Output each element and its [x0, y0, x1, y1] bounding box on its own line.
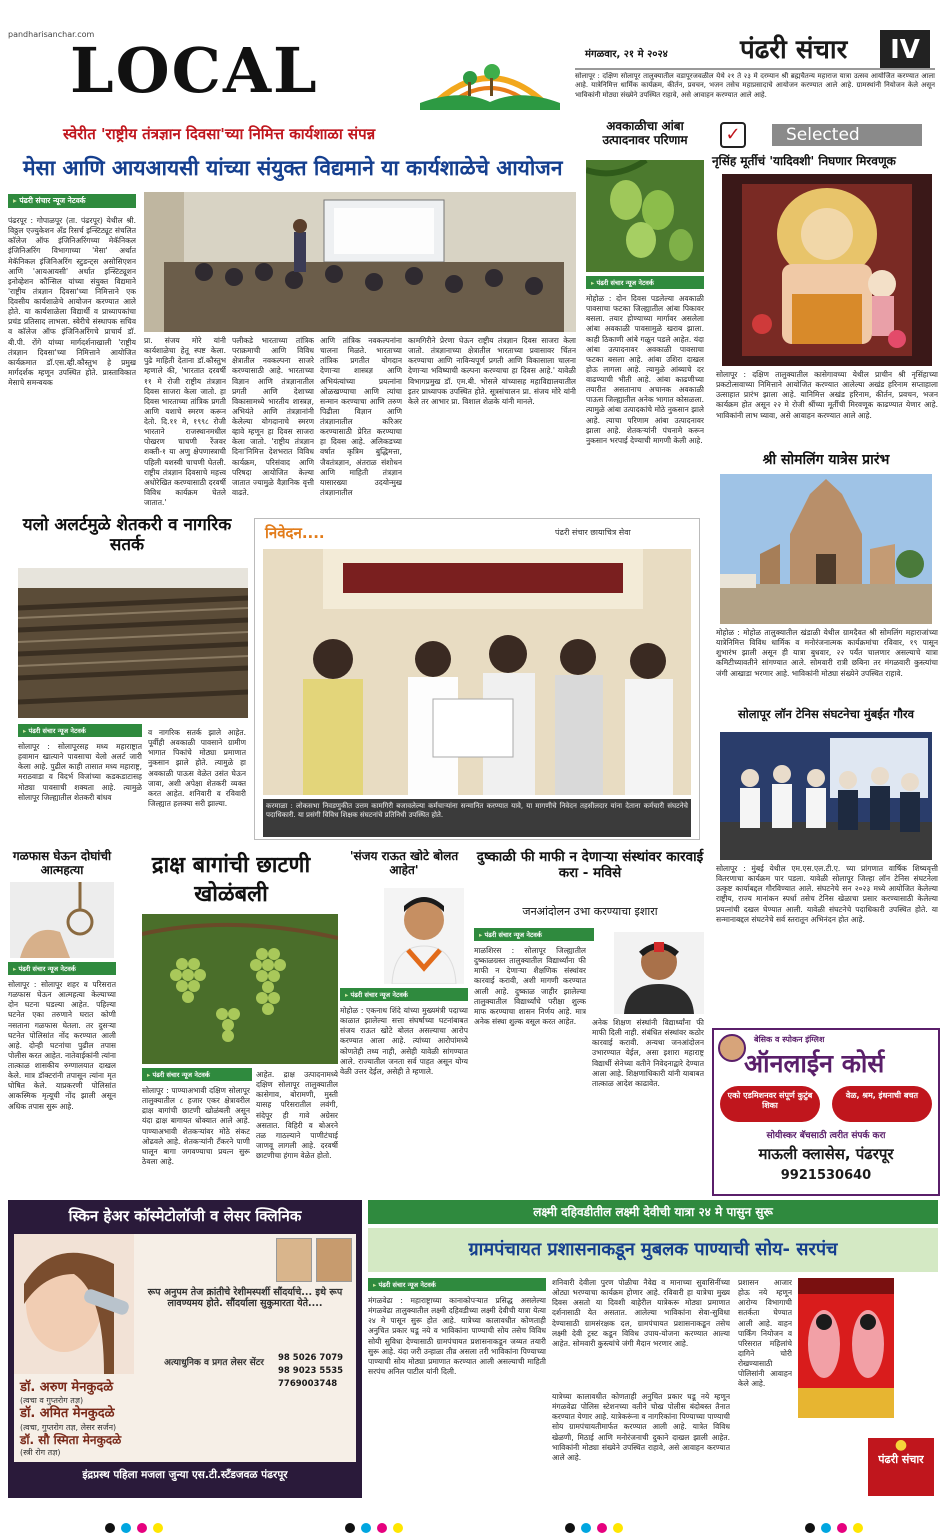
mango-photo	[586, 160, 704, 272]
fee-col-1: माळशिरस : सोलापूर जिल्ह्यातील दुष्काळग्रस्त तालुक्यातील विद्यार्थ्यांना फी माफी न देणाऱ्या शैक्षणिक संस्थांवर कारवाई करावी, अशी मागणी करण्यात आली आहे. दुष्काळ जाहीर झालेल्या तालुक्यातील विद्यार्थ्यांचे परीक्षा शुल्क माफ करण्याचा शासन निर्णय आहे. मात्र अनेक संस्था शुल्क वसूल करत आहेत.	[474, 946, 586, 1026]
small-logo-text: पंढरी संचार	[878, 1453, 924, 1467]
clinic-title: स्किन हेअर कॉस्मेटोलॉजी व लेसर क्लिनिक	[68, 1207, 302, 1225]
lead-col-5: कामगिरीने प्रेरणा घेऊन राष्ट्रीय तंत्रज्ञान दिवस साजरा केला जातो. तंत्रज्ञानाच्या क्षेत्रातील भारताच्या प्रवासावर चिंतन करण्याचा आणि नाविन्यपूर्ण प्रगती आणि विकासाला चालना देणाऱ्या भविष्याची कल्पना करण्याचा हा दिवस आहे.' यावेळी विभागप्रमुख डॉ. एम.बी. भोसले यांच्यासह महाविद्यालयातील इतर प्राध्यापक उपस्थित होते. सूत्रसंचालन प्रा. संजय मोरे यांनी केले तर आभार प्रा. विशाल शेळके यांनी मानले.	[408, 336, 576, 406]
fee-headline: दुष्काळी फी माफी न देणाऱ्या संस्थांवर कारवाई करा - मविसे	[476, 849, 704, 881]
nivedan-credit: पंढरी संचार छायाचित्र सेवा	[555, 528, 631, 537]
masthead-rule	[575, 68, 935, 70]
grapes-byline: ▸ पंढरी संचार न्यूज नेटवर्क	[142, 1068, 252, 1081]
ad-title: ऑनलाईन कोर्स	[744, 1049, 885, 1078]
tennis-award-photo	[720, 732, 932, 860]
masthead-brief: सोलापूर : दक्षिण सोलापूर तालुक्यातील वडापूरजवळील येथे २१ ते २३ मे दरम्यान श्री ब्रह्मचैतन्य महाराज यात्रा उत्सव आयोजित करण्यात आला आहे. यात्रेनिमित्त धार्मिक कार्यक्रम, कीर्तन, प्रवचन, भजन तसेच महाप्रसादाचे आयोजन करण्यात आले आहे. ग्रामस्थांनी नियोजन केले असून भाविकांनी मोठ्या संख्येने उपस्थित राहावे, असे आवाहन करण्यात आले आहे.	[575, 72, 935, 99]
nivedan-photo	[263, 549, 691, 795]
mango-story	[586, 120, 704, 510]
clinic-phone-2[interactable]: 98 9023 5535	[278, 1366, 344, 1377]
doctor-3-degree: (स्त्री रोग तज्ञ)	[20, 1447, 61, 1457]
farm-field-photo	[18, 568, 248, 718]
raut-story	[336, 848, 470, 1196]
mango-byline: ▸ पंढरी संचार न्यूज नेटवर्क	[586, 276, 704, 289]
doctor-2-photo	[316, 1238, 352, 1282]
grapes-photo	[142, 914, 338, 1064]
site-url[interactable]: pandharisanchar.com	[8, 30, 95, 39]
clinic-doctors	[20, 1380, 270, 1458]
somling-headline: श्री सोमलिंग यात्रेस प्रारंभ	[762, 452, 890, 468]
clinic-model-photo	[14, 1234, 134, 1374]
check-icon: ✓	[720, 122, 746, 148]
paper-logo	[740, 30, 847, 66]
english-course-ad[interactable]	[712, 1028, 940, 1196]
selected-body: सोलापूर : दक्षिण तालुक्यातील कासेगावच्या येथील प्राचीन श्री नृसिंहाच्या प्रकटोत्सवाच्या निमित्ताने आयोजित करण्यात आलेल्या अखंड हरिनाम सप्ताहाला उत्साहात प्रारंभ झाला आहे. यानिमित्त अखंड हरिनाम, कीर्तन, प्रवचन, भजन कार्यक्रम होत असून २२ मे रोजी श्रींच्या मूर्तीची मिरवणूक काढण्यात येणार आहे. भाविकांनी लाभ घ्यावा, असे आवाहन करण्यात आले आहे.	[716, 370, 938, 420]
ad-pill-2: वेळ, श्रम, इंधनाची बचत	[832, 1086, 932, 1122]
fee-byline: ▸ पंढरी संचार न्यूज नेटवर्क	[474, 928, 594, 941]
fee-portrait-photo	[614, 932, 704, 1014]
narsimha-idol-photo	[722, 174, 932, 366]
somling-body: मोहोळ : मोहोळ तालुक्यातील खंडाळी येथील ग्रामदैवत श्री सोमलिंग महाराजांच्या यात्रेनिमित्त विविध धार्मिक व मनोरंजनात्मक कार्यक्रमांचा रविवार, १९ पासून शुभारंभ झाली असून ही यात्रा बुधवार, २२ पर्यंत चालणार असल्याचे यात्रा कमिटीच्यावतीने सांगण्यात आले. सोमवारी रात्री छबिना तर मंगळवारी कुस्त्यांचा जंगी आखाडा भरणार आहे. भाविकांनी मोठ्या संख्येने उपस्थित राहावे.	[716, 628, 938, 678]
raut-byline: ▸ पंढरी संचार न्यूज नेटवर्क	[340, 988, 468, 1001]
grapes-headline: द्राक्ष बागांची छाटणी खोळंबली	[151, 853, 311, 907]
raut-body: मोहोळ : एकनाथ शिंदे यांच्या मुख्यमंत्री पदाच्या काळात झालेल्या सत्ता संघर्षाच्या घटनांबाबत संजय राऊत खोटे बोलत असल्याचा आरोप करण्यात आला आहे. त्यांच्या आरोपांमध्ये कोणतेही तथ्य नाही, असेही यावेळी सांगण्यात आले. राज्यातील जनता सर्व पाहत असून योग्य वेळी उत्तर देईल, असेही ते म्हणाले.	[340, 1006, 468, 1076]
nivedan-tag: निवेदन....	[265, 524, 325, 542]
yellow-alert-story	[8, 514, 248, 844]
masthead	[0, 0, 945, 116]
lead-story	[8, 120, 578, 510]
nivedan-caption: करमाळा : लोकसभा निवडणुकीत उत्तम कामगिरी बजावलेल्या कर्मचाऱ्यांना सन्मानित करण्यात यावे, या मागणीचे निवेदन तहसीलदार यांना देताना कर्मचारी संघटनेचे पदाधिकारी. या प्रसंगी विविध शिक्षक संघटनांचे प्रतिनिधी उपस्थित होते.	[263, 799, 691, 837]
lead-headline: मेसा आणि आयआयसी यांच्या संयुक्त विद्यमाने या कार्यशाळेचे आयोजन	[23, 156, 563, 180]
doctor-1-photo	[276, 1238, 312, 1282]
section-title: LOCAL	[70, 34, 319, 107]
lead-col-2: प्रा. संजय मोरे यांनी कार्यशाळेचा हेतू स्पष्ट केला. पुढे माहिती देताना डॉ.कौस्तुभ म्हणाले की, 'भारतात दरवर्षी ११ मे रोजी राष्ट्रीय तंत्रज्ञान दिवस साजरा केला जातो. हा दिवस भारताच्या तांत्रिक प्रगती आणि यशाचे स्मरण करून देतो. दि.११ मे, १९९८ रोजी भारताने राजस्थानमधील पोखरण चाचणी रेंजवर शक्ती-१ या अणु क्षेपणास्त्राची पहिली यशस्वी चाचणी घेतली. राष्ट्रीय तंत्रज्ञान दिवसाचे महत्त्व अधोरेखित करण्यासाठी दरवर्षी विविध कार्यक्रम घेतले जातात.'	[144, 336, 226, 507]
yellow-alert-col-1: सोलापूर : सोलापूरसह मध्य महाराष्ट्रात हवामान खात्याने पावसाचा येलो अलर्ट जारी केला आहे. पुढील काही तासात मध्य महाराष्ट्र, मराठवाडा व विदर्भ विजांच्या कडकडाटासह मोठ्या पावसाची शक्यता आहे. त्यामुळे सोलापूर जिल्ह्यातील शेतकरी बांधव	[18, 742, 142, 802]
selected-tag: Selected	[772, 124, 922, 146]
clinic-body	[14, 1234, 356, 1462]
fee-col-2: अनेक शिक्षण संस्थांनी विद्यार्थ्यांना फी माफी दिली नाही. संबंधित संस्थांवर कठोर कारवाई करावी. अन्यथा जनआंदोलन उभारण्यात येईल, असा इशारा महाराष्ट्र विद्यार्थी सेनेच्या वतीने निवेदनाद्वारे देण्यात आला आहे. शिक्षणाधिकारी यांनी याबाबत तात्काळ आदेश काढावेत.	[592, 1018, 704, 1088]
doctor-2-degree: (त्वचा, गुप्तरोग तज्ञ, लेसर सर्जन)	[20, 1422, 117, 1432]
mango-headline: अवकाळीचा आंबा उत्पादनावर परिणाम	[602, 119, 688, 147]
lakshmi-byline: ▸ पंढरी संचार न्यूज नेटवर्क	[368, 1278, 546, 1291]
location-pin-icon: ●	[894, 1437, 908, 1453]
somling-temple-photo	[720, 474, 932, 624]
lead-col-3: पलीकडे भारताच्या तांत्रिक पराक्रमाची आणि विविध क्षेत्रातील नवकल्पना साजरे करण्यासाठी आहे. भारताच्या विज्ञान आणि तंत्रज्ञानातील प्रगती आणि देशाच्या विकासामध्ये भारतीय शास्त्रज्ञ, अभियंते आणि तंत्रज्ञानांनी केलेल्या योगदानाचे स्मरण व्हावे म्हणून हा दिवस साजरा केला जातो. 'राष्ट्रीय तंत्रज्ञान दिना'निमित्त देशभरात विविध कार्यक्रम, परिसंवाद आणि परिषदा आयोजित केल्या जातात ज्यामुळे वैज्ञानिक वृत्ती वाढते.	[232, 336, 314, 497]
lakshmi-col-2: शनिवारी देवीला पुरण पोळीचा नैवेद्य व मानाच्या सुवासिनींच्या ओट्या भरण्याचा कार्यक्रम होणार आहे. रविवारी हा यात्रेचा मुख्य दिवस असतो या दिवशी बाहेरील यात्रेकरू मोठ्या प्रमाणात दर्शनासाठी येत असतात. आलेल्या भाविकांना सेवा-सुविधा देण्यासाठी ग्रामसंरक्षक दल, ग्रामपंचायत प्रशासनाकडून तसेच लक्ष्मी देवी ट्रस्ट कडून विविध उपाय-योजना करण्यात आल्या आहेत. सोमवारी कुस्त्यांचे जंगी मैदान भरणार आहे.	[552, 1278, 730, 1348]
pandhari-logo-small	[868, 1438, 934, 1496]
clinic-phone-1[interactable]: 98 5026 7079	[278, 1353, 344, 1363]
clinic-center: अत्याधुनिक व प्रगत लेसर सेंटर	[164, 1358, 264, 1368]
lead-byline: ▸ पंढरी संचार न्यूज नेटवर्क	[8, 194, 136, 208]
doctor-1-degree: (त्वचा व गुप्तरोग तज्ञ)	[20, 1396, 84, 1406]
page-number: IV	[880, 30, 930, 70]
issue-date: मंगळवार, २१ मे २०२४	[585, 49, 668, 60]
ad-cta: सोयीस्कर बॅचसाठी त्वरीत संपर्क करा	[766, 1131, 886, 1141]
lakshmi-col-4: प्रशासन आजार होऊ नये म्हणून आरोग्य विभागाची सतर्कता घेण्यात आली आहे. वाहन पार्किंग नियोजन व परिसरात महिलांचे दागिने चोरी रोखण्यासाठी पोलिसांनी आवाहन केले आहे.	[738, 1278, 792, 1389]
mango-body: मोहोळ : दोन दिवस पडलेल्या अवकाळी पावसाचा फटका जिल्ह्यातील आंबा पिकावर बसला. तयार होण्याच्या मार्गावर असलेला आंबा अवकाळी पावसामुळे खराब झाला. काही ठिकाणी आंबे गळून पडले आहेत. यंदा आंबा उत्पादनावर अवकाळी पावसाचा फटका बसला आहे. आंबा उशिरा दाखल होऊ लागला आहे. त्यामुळे आंब्याचे दर वाढण्याची भीती आहे. आंबा काढणीच्या तयारीत असतानाच अचानक अवकाळी पाऊस जिल्ह्यातील अनेक भागात कोसळला. त्यामुळे आंबा उत्पादकांचे मोठे नुकसान झाले आहे. त्याचा परिणाम आंबा उत्पादनावर झाला आहे. शेतकऱ्यांनी पंचनामे करून नुकसान भरपाई देण्याची मागणी केली आहे.	[586, 294, 704, 445]
grapes-col-1: सोलापूर : पाण्याअभावी दक्षिण सोलापूर तालुक्यातील ८ हजार एकर क्षेत्रावरील द्राक्ष बागांची छाटणी खोळंबली असून यंदा द्राक्ष बागायत धोक्यात आले आहे. पाण्याअभावी शेतकऱ्यांवर मोठे संकट ओढवले आहे. शेतकऱ्यांनी टँकरने पाणी घालून बागा जगवण्याचा प्रयत्न सुरू ठेवला आहे.	[142, 1086, 250, 1166]
suicide-headline: गळफास घेऊन दोघांची आत्महत्या	[12, 849, 112, 877]
lakshmi-col-3: यात्रेच्या कालावधीत कोणताही अनुचित प्रकार घडू नये म्हणून मंगळवेढा पोलिस स्टेशनच्या वतीने चोख पोलीस बंदोबस्त तैनात करण्यात येणार आहे. यात्रेकरूंना व नागरिकांना पिण्याच्या पाण्याची सोय ग्रामपंचायतीमार्फत करण्यात आली आहे. यात्रेत विविध खेळणी, मिठाई आणि मनोरंजनाची दुकाने दाखल झाली आहेत. भाविकांनी मोठ्या संख्येने उपस्थित राहावे, असे आवाहन करण्यात आले आहे.	[552, 1392, 730, 1462]
suicide-byline: ▸ पंढरी संचार न्यूज नेटवर्क	[8, 962, 116, 975]
fee-story	[474, 848, 706, 1196]
somling-story	[712, 452, 940, 707]
yellow-alert-byline: ▸ पंढरी संचार न्यूज नेटवर्क	[18, 724, 142, 737]
clinic-phones	[278, 1352, 354, 1392]
selected-headline: नृसिंह मूर्तीचं 'यादिवशी' निघणार मिरवणूक	[712, 154, 896, 168]
paper-name: पंढरी संचार	[740, 35, 848, 65]
lakshmi-kicker: लक्ष्मी दहिवडीतील लक्ष्मी देवीची यात्रा २४ मे पासुन सुरू	[368, 1200, 938, 1224]
lead-col-1: पंढरपूर : गोपाळपूर (ता. पंढरपूर) येथील श्री. विठ्ठल एज्युकेशन अँड रिसर्च इन्स्टिट्यूट संचलित कॉलेज ऑफ इंजिनिअरिंगच्या मेकॅनिकल इंजिनिअरिंग विभागाच्या 'मेसा' अर्थात मेकॅनिकल इंजिनिअरिंग स्टुडन्ट्स असोसिएशन आणि 'आयआयसी' अर्थात इन्स्टिट्यूशन इनोव्हेशन कौन्सिल यांच्या संयुक्त विद्यमाने 'राष्ट्रीय तंत्रज्ञान दिवसा'च्या निमित्ताने एक दिवसीय कार्यशाळेचे आयोजन करण्यात आले होते. या कार्यशाळेला विद्यार्थी व प्राध्यापकांचा प्रचंड प्रतिसाद लाभला. स्वेरीचे संस्थापक सचिव व कॉलेज ऑफ इंजिनिअरिंगचे प्राचार्य डॉ. बी.पी. रोंगे यांच्या मार्गदर्शनाखाली 'राष्ट्रीय तंत्रज्ञान दिवसा'च्या निमित्ताने आयोजित कार्यक्रमात डॉ.एस.व्ही.कौस्तुभ हे प्रमुख मार्गदर्शक म्हणून उपस्थित होते. प्रास्ताविकात मेसाचे समन्वयक	[8, 216, 136, 387]
ad-pill-1: एको एडमिशनवर संपूर्ण कुटुंब शिका	[720, 1086, 820, 1122]
lakshmi-story	[368, 1200, 938, 1498]
clinic-address: इंद्रप्रस्थ पहिला मजला जुन्या एस.टी.स्टँडजवळ पंढरपूर	[82, 1469, 288, 1481]
tennis-story	[712, 708, 940, 1026]
lead-col-4: आणि तांत्रिक नवकल्पनांना चालना मिळते. भारताच्या तांत्रिक प्रगतीत योगदान देणाऱ्या शास्त्रज्ञ आणि अभियंत्यांच्या प्रयत्नांना ओळखण्याचा आणि त्यांचा सन्मान करण्याचा आणि तरुण पिढीला विज्ञान आणि तंत्रज्ञानातील करिअर करण्यासाठी प्रेरित करण्याचा हा दिवस आहे. अलिकडच्या वर्षात कृत्रिम बुद्धिमत्ता, जैवतंत्रज्ञान, अंतराळ संशोधन आणि माहिती तंत्रज्ञान यासारख्या उदयोन्मुख तंत्रज्ञानातील	[320, 336, 402, 497]
raut-portrait-photo	[384, 888, 464, 984]
tennis-headline: सोलापूर लॉन टेनिस संघटनेचा मुंबईत गौरव	[737, 707, 915, 721]
tennis-body: सोलापूर : मुंबई येथील एम.एस.एल.टी.ए. च्या प्रांगणात वार्षिक शिष्यवृत्ती वितरणाचा कार्यक्रम पार पडला. यावेळी सोलापूर जिल्हा लॉन टेनिस संघटनेला उत्कृष्ट कार्याबद्दल गौरविण्यात आले. संघटनेचे सन २०२३ मध्ये आयोजित केलेल्या राष्ट्रीय, राज्य मानांकन स्पर्धा तसेच टेनिस खेळाचा प्रसार करण्यासाठी केलेल्या प्रयत्नांची दखल घेण्यात आली. यावेळी संघटनेचे पदाधिकारी उपस्थित होते. या सन्मानाबद्दल संघटनेचे सर्व स्तरातून अभिनंदन होत आहे.	[716, 864, 938, 924]
lakshmi-devi-photo	[798, 1278, 894, 1418]
noose-photo	[10, 882, 114, 958]
lakshmi-col-1: मंगळवेढा : महाराष्ट्राच्या कानाकोपऱ्यात प्रसिद्ध असलेल्या मंगळवेढा तालुक्यातील लक्ष्मी दहिवडीच्या लक्ष्मी देवीची यात्रा येत्या २४ मे पासून सुरू होत आहे. यात्रेच्या कालावधीत कोणताही अनुचित प्रकार घडू नये व भाविकांना पाण्याची सोय तसेच विविध सोयी सुविधा देण्यासाठी ग्रामपंचायत प्रशासनाकडून जय्यत तयारी सुरू आहे. यंदा जरी उन्हाळा तीव्र असला तरी भाविकांना पिण्याच्या पाण्याची सोय मोठ्या प्रमाणात करण्यात आली असल्याची माहिती सरपंच अनिल पाटील यांनी दिली.	[368, 1296, 546, 1376]
suicide-body: सोलापूर : सोलापूर शहर व परिसरात गळफास घेऊन आत्महत्या केल्याच्या दोन घटना घडल्या आहेत. पहिल्या घटनेत एका तरुणाने घरात कोणी नसताना गळफास घेतला. तर दुसऱ्या घटनेत पोलिसांत नोंद करण्यात आली आहे. दोन्ही घटनांचा पुढील तपास पोलीस करत आहेत. नातेवाईकांनी त्यांना तात्काळ शासकीय रुग्णालयात दाखल केले. मात्र डॉक्टरांनी तपासून त्यांना मृत घोषित केले. याप्रकरणी पोलिसांत आकस्मिक मृत्यूची नोंद झाली असून अधिक तपास सुरू आहे.	[8, 980, 116, 1111]
raut-headline: 'संजय राऊत खोटे बोलत आहेत'	[349, 849, 459, 877]
nivedan-story	[254, 518, 700, 840]
clinic-tagline: रूप अनुपम तेज क्रांतीचे रेशीमस्पर्शी सौंदर्याचे... इथे रूप लावण्यमय होते. सौंदर्याला सुकुमारता येते....	[147, 1287, 343, 1309]
ad-kicker: बेसिक व स्पोकन इंग्लिश	[754, 1035, 825, 1044]
sunrise-logo-icon	[420, 58, 560, 112]
suicide-story	[8, 848, 116, 1196]
yellow-alert-col-2: व नागरिक सतर्क झाले आहेत. पूर्वीही अवकाळी पावसाने ग्रामीण भागात पिकांचे मोठ्या प्रमाणात नुकसान झाले होते. त्यामुळे हा अवकाळी पाऊस वेळेत उसंत घेऊन जावा, अशी अपेक्षा शेतकरी व्यक्त करत आहेत. शनिवारी व रविवारी जिल्ह्यात हलक्या सरी झाल्या.	[148, 728, 246, 808]
grapes-col-2: आहेत. द्राक्ष उत्पादनामध्ये दक्षिण सोलापूर तालुक्यातील कासेगाव, बोरामणी, मुस्ती यासह परिसरातील लवंगी, संदेपूर ही गावे अग्रेसर असतात. विहिरी व बोअरने तळ गाठल्याने पाणीटंचाई जाणवू लागली आहे. दरवर्षी छाटणीचा हंगाम वेळेत होतो.	[256, 1070, 338, 1160]
lakshmi-headline: ग्रामपंचायत प्रशासनाकडून मुबलक पाण्याची सोय- सरपंच	[368, 1228, 938, 1272]
grapes-story	[122, 848, 340, 1196]
teacher-photo	[718, 1034, 746, 1062]
fee-subheadline: जनआंदोलन उभा करण्याचा इशारा	[522, 905, 658, 918]
ad-phone[interactable]: 9921530640	[780, 1168, 872, 1183]
color-registration-marks	[0, 1508, 945, 1538]
workshop-photo	[144, 192, 576, 332]
clinic-ad[interactable]	[8, 1200, 362, 1498]
doctor-1-name: डॉ. अरुण मेनकुदळे	[20, 1380, 114, 1395]
yellow-alert-headline: यलो अलर्टमुळे शेतकरी व नागरिक सतर्क	[22, 515, 232, 555]
doctor-2-name: डॉ. अमित मेनकुदळे	[20, 1406, 115, 1422]
ad-org: माऊली क्लासेस, पंढरपूर	[758, 1145, 894, 1163]
doctor-3-name: डॉ. सौ स्मिता मेनकुदळे	[20, 1432, 122, 1447]
selected-story	[712, 120, 940, 450]
clinic-phone-3[interactable]: 7769003748	[278, 1379, 338, 1390]
lead-kicker: स्वेरीत 'राष्ट्रीय तंत्रज्ञान दिवसा'च्या निमित्त कार्यशाळा संपन्न	[63, 125, 376, 143]
